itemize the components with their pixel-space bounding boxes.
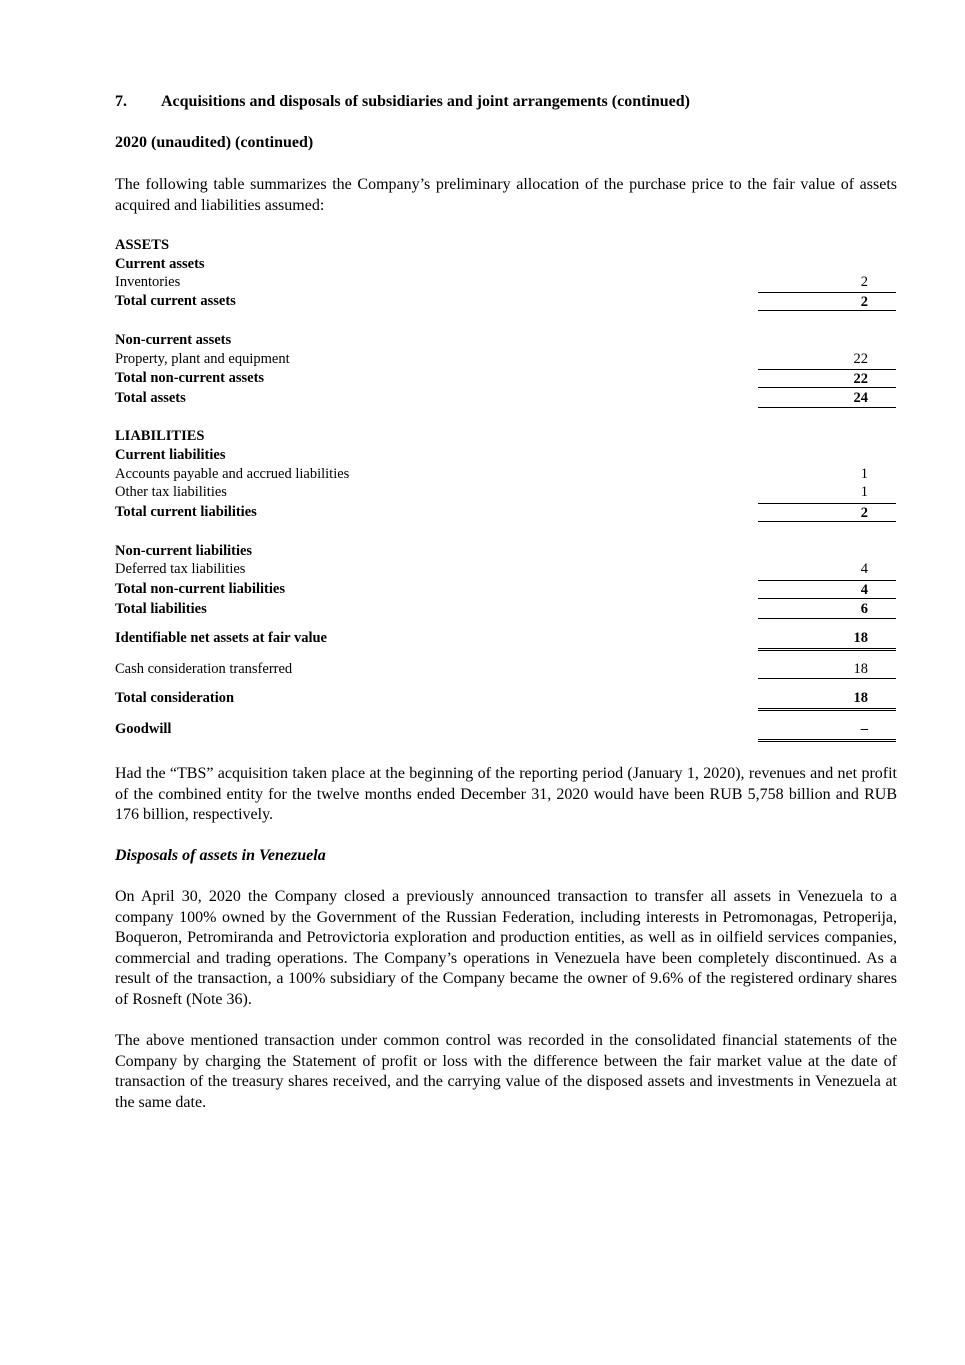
table-row	[115, 483, 897, 502]
accounts-payable-value: 1	[860, 466, 868, 482]
total-non-current-assets-label: Total non-current assets	[115, 370, 265, 386]
ppe-label: Property, plant and equipment	[115, 351, 290, 367]
non-current-assets-header: Non-current assets	[115, 332, 232, 348]
table-row	[115, 273, 897, 292]
total-current-assets-label: Total current assets	[115, 293, 236, 309]
venezuela-paragraph-1: On April 30, 2020 the Company closed a previously announced transaction to transfer all assets in Venezuela to a company 100% owned by the Government of the Russian Federation, including interests in Petromonagas, Petroperija, Boqueron, Petromiranda and Petrovictoria exploration and production entities, as well as in oilfield services companies, commercial and trading operations. The Company’s operations in Venezuela have been completely discontinued. As a result of the transaction, a 100% subsidiary of the Company became the owner of 9.6% of the registered ordinary shares of Rosneft (Note 36).	[115, 888, 897, 1008]
liabilities-header: LIABILITIES	[115, 428, 205, 444]
cash-consideration-label: Cash consideration transferred	[115, 661, 293, 677]
net-assets-label: Identifiable net assets at fair value	[115, 630, 327, 646]
table-row	[115, 350, 897, 369]
table-row	[115, 720, 897, 739]
table-row	[115, 427, 897, 446]
cash-consideration-value: 18	[758, 660, 896, 679]
assets-header: ASSETS	[115, 237, 170, 253]
section-heading	[115, 93, 690, 111]
table-row	[115, 600, 897, 619]
total-current-liabilities-value: 2	[758, 503, 896, 522]
table-row	[115, 446, 897, 465]
table-row	[115, 660, 897, 679]
total-liabilities-value: 6	[758, 600, 896, 619]
table-row	[115, 369, 897, 388]
total-assets-value: 24	[758, 389, 896, 408]
accounts-payable-label: Accounts payable and accrued liabilities	[115, 466, 350, 482]
table-row	[115, 580, 897, 599]
total-non-current-liabilities-value: 4	[758, 580, 896, 599]
total-non-current-assets-value: 22	[758, 369, 896, 388]
total-current-assets-value: 2	[758, 292, 896, 311]
total-non-current-liabilities-label: Total non-current liabilities	[115, 581, 285, 597]
table-row	[115, 389, 897, 408]
goodwill-value: –	[758, 720, 896, 742]
non-current-liabilities-header: Non-current liabilities	[115, 543, 253, 559]
total-consideration-label: Total consideration	[115, 690, 235, 706]
current-assets-header: Current assets	[115, 256, 205, 272]
total-current-liabilities-label: Total current liabilities	[115, 504, 257, 520]
deferred-tax-value: 4	[860, 561, 868, 577]
venezuela-paragraph-2: The above mentioned transaction under common control was recorded in the consolidated financial statements of the Company by charging the Statement of profit or loss with the difference between the fair market value at the date of transaction of the treasury shares received, and the carrying value of the disposed assets and investments in Venezuela at the same date.	[115, 1032, 897, 1111]
table-row	[115, 542, 897, 561]
venezuela-heading: Disposals of assets in Venezuela	[115, 847, 326, 864]
total-liabilities-label: Total liabilities	[115, 601, 207, 617]
total-assets-label: Total assets	[115, 390, 186, 406]
table-row	[115, 465, 897, 484]
other-tax-value: 1	[860, 484, 868, 500]
tbs-paragraph: Had the “TBS” acquisition taken place at the beginning of the reporting period (January 1, 2020), revenues and net profit of the combined entity for the twelve months ended December 31, 2020 would have been RUB 5,758 billion and RUB 176 billion, respectively.	[115, 765, 897, 823]
section-subtitle: 2020 (unaudited) (continued)	[115, 134, 314, 151]
table-row	[115, 236, 897, 255]
table-row	[115, 292, 897, 311]
table-row	[115, 689, 897, 708]
section-title: Acquisitions and disposals of subsidiaries and joint arrangements (continued)	[161, 93, 690, 110]
table-row	[115, 629, 897, 648]
section-number: 7.	[115, 93, 127, 110]
intro-paragraph: The following table summarizes the Company’s preliminary allocation of the purchase price to the fair value of assets acquired and liabilities assumed:	[115, 176, 897, 214]
goodwill-label: Goodwill	[115, 721, 172, 737]
ppe-value: 22	[853, 351, 868, 367]
table-row	[115, 255, 897, 274]
inventories-value: 2	[860, 274, 868, 290]
other-tax-label: Other tax liabilities	[115, 484, 227, 500]
inventories-label: Inventories	[115, 274, 181, 290]
net-assets-value: 18	[758, 629, 896, 651]
deferred-tax-label: Deferred tax liabilities	[115, 561, 246, 577]
current-liabilities-header: Current liabilities	[115, 447, 226, 463]
table-row	[115, 503, 897, 522]
table-row	[115, 560, 897, 579]
table-row	[115, 331, 897, 350]
total-consideration-value: 18	[758, 689, 896, 711]
